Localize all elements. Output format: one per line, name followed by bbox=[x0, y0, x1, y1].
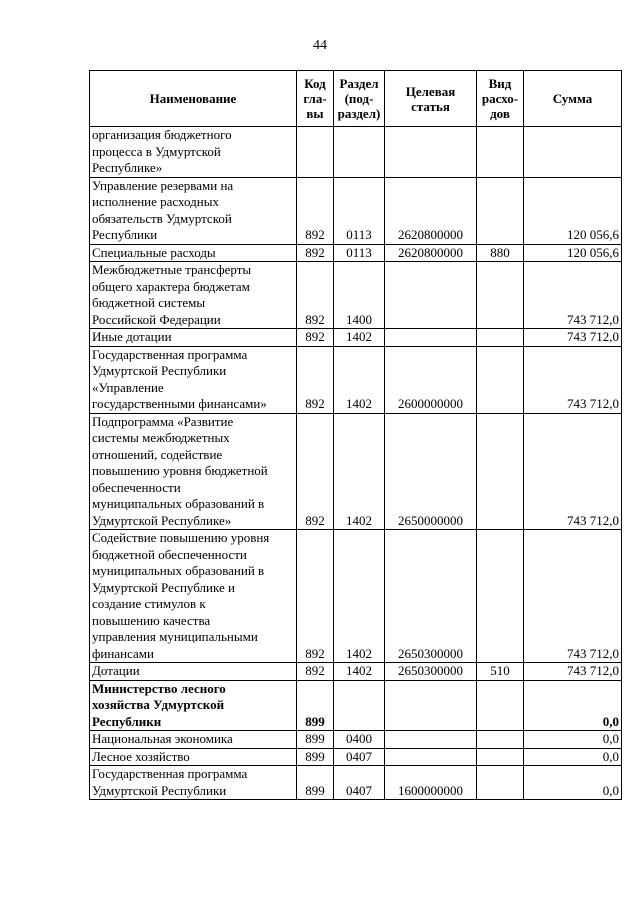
row-name-line: хозяйства Удмуртской bbox=[92, 697, 225, 712]
row-name bbox=[90, 680, 297, 731]
row-name-line: Удмуртской Республике» bbox=[92, 512, 232, 528]
header-celevaya-line: статья bbox=[411, 98, 450, 114]
row-summa: 743 712,0 bbox=[524, 346, 622, 413]
row-celevaya: 2620800000 bbox=[385, 244, 477, 262]
row-name-line: Содействие повышению уровня bbox=[92, 530, 270, 545]
header-kod-line: Код bbox=[304, 76, 326, 91]
row-summa: 0,0 bbox=[524, 766, 622, 800]
row-name-line: Иные дотации bbox=[92, 329, 172, 344]
row-kod: 892 bbox=[297, 262, 334, 329]
row-name-line: Национальная экономика bbox=[92, 731, 233, 746]
row-summa: 743 712,0 bbox=[524, 329, 622, 347]
row-celevaya: 2650000000 bbox=[385, 413, 477, 530]
row-name-line: Специальные расходы bbox=[92, 244, 216, 260]
row-razdel: 1402 bbox=[334, 530, 385, 663]
row-celevaya: 2620800000 bbox=[385, 177, 477, 244]
header-vid-line: расхо- bbox=[481, 91, 519, 106]
row-kod: 892 bbox=[297, 329, 334, 347]
header-vid-line: дов bbox=[490, 106, 510, 121]
table-row bbox=[90, 530, 622, 663]
row-vid bbox=[477, 766, 524, 800]
row-celevaya bbox=[385, 748, 477, 766]
row-vid bbox=[477, 413, 524, 530]
table-row bbox=[90, 680, 622, 731]
row-celevaya bbox=[385, 127, 477, 178]
table-header-row bbox=[90, 71, 622, 127]
row-vid bbox=[477, 680, 524, 731]
row-kod: 892 bbox=[297, 346, 334, 413]
table-row bbox=[90, 766, 622, 800]
header-vid-line: Вид bbox=[488, 76, 512, 91]
table-row bbox=[90, 262, 622, 329]
table-row bbox=[90, 413, 622, 530]
row-name-line: Удмуртской Республики bbox=[92, 782, 227, 798]
table-row bbox=[90, 329, 622, 347]
row-kod: 892 bbox=[297, 244, 334, 262]
row-name-line: системы межбюджетных bbox=[92, 430, 230, 445]
row-kod: 892 bbox=[297, 530, 334, 663]
row-name bbox=[90, 663, 297, 681]
row-razdel: 0113 bbox=[334, 244, 385, 262]
row-name-line: Управление резервами на bbox=[92, 177, 234, 193]
row-name-line: повышению качества bbox=[92, 612, 211, 628]
row-name-line: Подпрограмма «Развитие bbox=[92, 413, 234, 429]
row-vid bbox=[477, 748, 524, 766]
row-name bbox=[90, 413, 297, 530]
row-name-line: муниципальных образований в bbox=[92, 563, 265, 578]
row-razdel: 0407 bbox=[334, 748, 385, 766]
row-razdel: 0407 bbox=[334, 766, 385, 800]
header-razdel-line: (под- bbox=[344, 91, 374, 106]
row-summa: 120 056,6 bbox=[524, 177, 622, 244]
row-summa: 743 712,0 bbox=[524, 530, 622, 663]
table-row bbox=[90, 663, 622, 681]
row-summa: 0,0 bbox=[524, 680, 622, 731]
budget-table bbox=[89, 70, 622, 800]
row-name-line: финансами bbox=[92, 645, 154, 661]
header-celevaya bbox=[385, 71, 477, 127]
row-name-line: Государственная программа bbox=[92, 346, 248, 362]
row-vid bbox=[477, 127, 524, 178]
row-kod: 892 bbox=[297, 413, 334, 530]
row-name-line: обязательств Удмуртской bbox=[92, 210, 232, 226]
row-name-line: Российской Федерации bbox=[92, 311, 221, 327]
row-razdel: 1402 bbox=[334, 413, 385, 530]
row-name bbox=[90, 127, 297, 178]
header-kod bbox=[297, 71, 334, 127]
row-celevaya bbox=[385, 262, 477, 329]
row-name bbox=[90, 244, 297, 262]
row-kod: 892 bbox=[297, 177, 334, 244]
row-name bbox=[90, 731, 297, 749]
row-name-line: Межбюджетные трансферты bbox=[92, 262, 252, 277]
header-razdel-line: раздел) bbox=[337, 106, 381, 121]
row-name-line: организация бюджетного bbox=[92, 127, 232, 142]
page-number: 44 bbox=[313, 38, 327, 53]
row-name-line: исполнение расходных bbox=[92, 194, 219, 209]
row-vid bbox=[477, 177, 524, 244]
row-name-line: создание стимулов к bbox=[92, 596, 206, 611]
row-kod: 892 bbox=[297, 663, 334, 681]
row-name-line: бюджетной обеспеченности bbox=[92, 546, 247, 562]
header-vid bbox=[477, 71, 524, 127]
row-name-line: Удмуртской Республике и bbox=[92, 579, 235, 595]
row-name bbox=[90, 329, 297, 347]
header-kod-line: вы bbox=[306, 106, 324, 121]
table-row bbox=[90, 127, 622, 178]
row-vid: 880 bbox=[477, 244, 524, 262]
row-vid bbox=[477, 731, 524, 749]
row-summa bbox=[524, 127, 622, 178]
header-razdel bbox=[334, 71, 385, 127]
row-name-line: управления муниципальными bbox=[92, 629, 258, 644]
table-row bbox=[90, 346, 622, 413]
row-celevaya: 1600000000 bbox=[385, 766, 477, 800]
row-celevaya bbox=[385, 680, 477, 731]
row-name-line: Республики bbox=[92, 713, 162, 729]
row-razdel: 0400 bbox=[334, 731, 385, 749]
row-summa: 743 712,0 bbox=[524, 413, 622, 530]
table-row bbox=[90, 731, 622, 749]
row-name bbox=[90, 262, 297, 329]
row-name-line: Министерство лесного bbox=[92, 680, 226, 696]
row-kod: 899 bbox=[297, 748, 334, 766]
row-name-line: Государственная программа bbox=[92, 766, 248, 781]
row-name-line: бюджетной системы bbox=[92, 295, 206, 310]
row-name bbox=[90, 748, 297, 766]
row-summa: 0,0 bbox=[524, 731, 622, 749]
row-name-line: Республике» bbox=[92, 160, 163, 175]
table-row bbox=[90, 748, 622, 766]
table-body bbox=[90, 127, 622, 800]
row-summa: 120 056,6 bbox=[524, 244, 622, 262]
row-name bbox=[90, 530, 297, 663]
row-name-line: муниципальных образований в bbox=[92, 496, 265, 511]
row-kod: 899 bbox=[297, 731, 334, 749]
row-vid bbox=[477, 262, 524, 329]
row-summa: 0,0 bbox=[524, 748, 622, 766]
row-name-line: Республики bbox=[92, 227, 158, 242]
row-vid bbox=[477, 346, 524, 413]
row-summa: 743 712,0 bbox=[524, 262, 622, 329]
row-razdel: 1402 bbox=[334, 329, 385, 347]
row-razdel: 1400 bbox=[334, 262, 385, 329]
row-celevaya bbox=[385, 731, 477, 749]
row-summa: 743 712,0 bbox=[524, 663, 622, 681]
row-name-line: обеспеченности bbox=[92, 479, 181, 495]
header-celevaya-line: Целевая bbox=[405, 83, 456, 99]
row-name-line: процесса в Удмуртской bbox=[92, 143, 221, 159]
row-name-line: общего характера бюджетам bbox=[92, 278, 250, 294]
header-summa: Сумма bbox=[524, 71, 622, 127]
row-celevaya: 2600000000 bbox=[385, 346, 477, 413]
row-name bbox=[90, 177, 297, 244]
row-razdel: 1402 bbox=[334, 346, 385, 413]
row-vid bbox=[477, 329, 524, 347]
row-name bbox=[90, 766, 297, 800]
row-celevaya: 2650300000 bbox=[385, 663, 477, 681]
row-name-line: отношений, содействие bbox=[92, 446, 223, 462]
row-razdel: 0113 bbox=[334, 177, 385, 244]
row-razdel: 1402 bbox=[334, 663, 385, 681]
table-row bbox=[90, 177, 622, 244]
row-celevaya: 2650300000 bbox=[385, 530, 477, 663]
table-row bbox=[90, 244, 622, 262]
row-name-line: Удмуртской Республики bbox=[92, 363, 227, 378]
row-celevaya bbox=[385, 329, 477, 347]
row-razdel bbox=[334, 127, 385, 178]
row-name-line: повышению уровня бюджетной bbox=[92, 463, 268, 478]
row-name-line: государственными финансами» bbox=[92, 396, 267, 411]
row-name-line: «Управление bbox=[92, 379, 164, 395]
header-kod-line: гла- bbox=[303, 91, 327, 106]
row-vid bbox=[477, 530, 524, 663]
row-name bbox=[90, 346, 297, 413]
row-kod bbox=[297, 127, 334, 178]
header-name: Наименование bbox=[90, 71, 297, 127]
row-razdel bbox=[334, 680, 385, 731]
row-name-line: Лесное хозяйство bbox=[92, 748, 190, 764]
header-razdel-line: Раздел bbox=[339, 76, 379, 91]
row-kod: 899 bbox=[297, 680, 334, 731]
row-kod: 899 bbox=[297, 766, 334, 800]
row-vid: 510 bbox=[477, 663, 524, 681]
row-name-line: Дотации bbox=[92, 663, 140, 678]
